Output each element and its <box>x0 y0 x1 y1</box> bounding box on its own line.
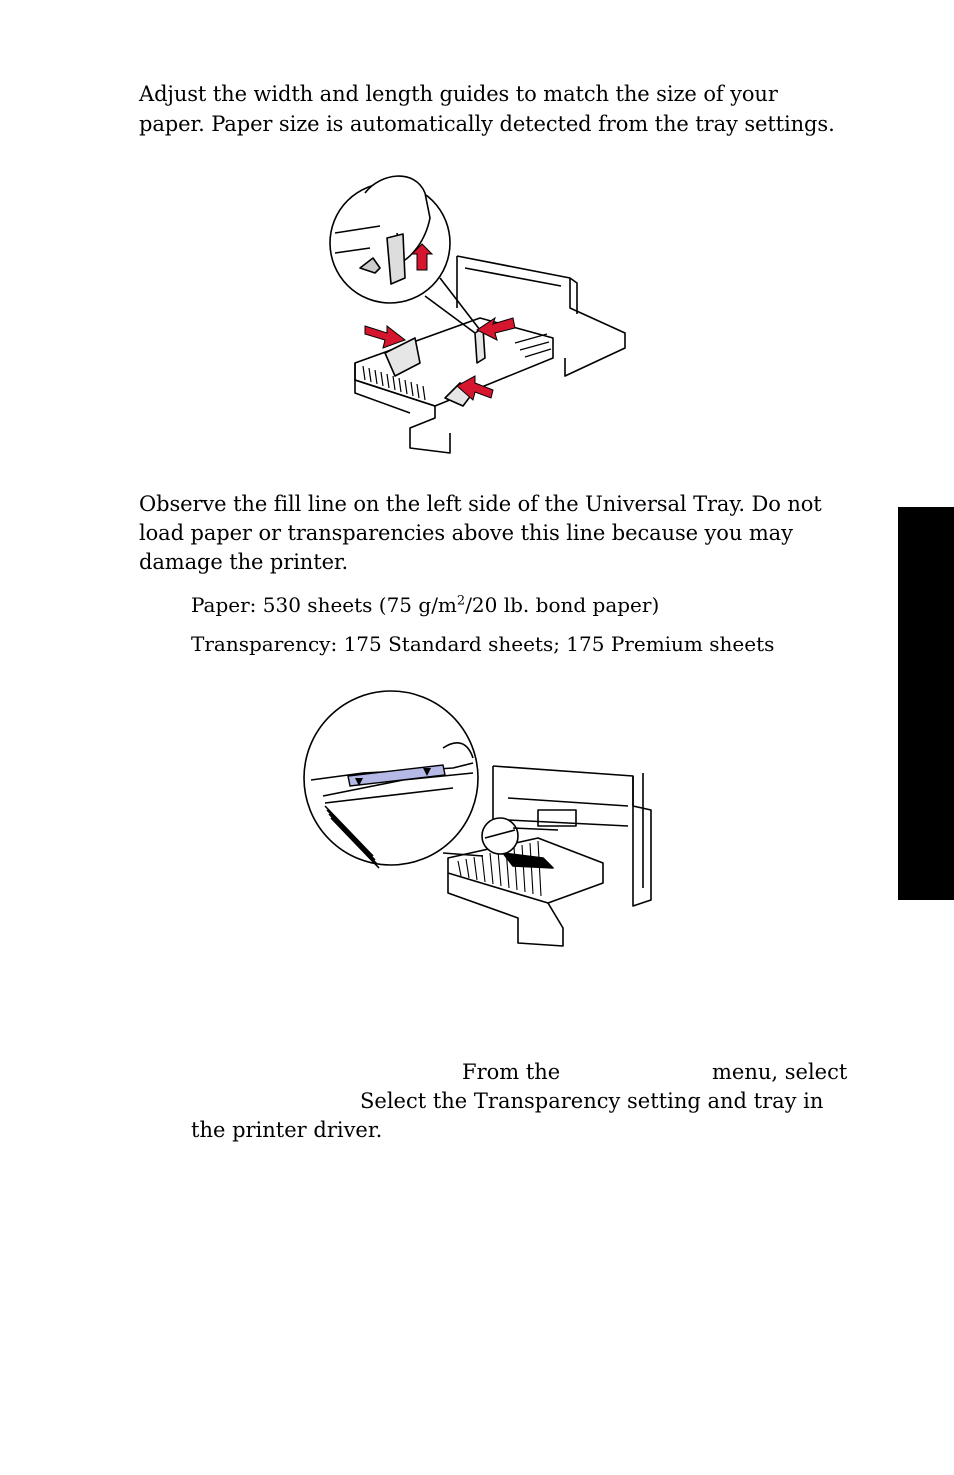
fill-line-illustration <box>303 688 658 953</box>
fill-line-instruction-line-2: load paper or transparencies above this line because you may <box>139 521 793 545</box>
fill-line-instruction-line-1: Observe the fill line on the left side of the Universal Tray. Do not <box>139 492 822 516</box>
tray-guides-illustration <box>325 158 635 458</box>
guides-instruction-line-2: paper. Paper size is automatically detected from the tray settings. <box>139 112 835 136</box>
from-the-text: From the <box>462 1060 561 1084</box>
chapter-side-tab <box>898 507 954 900</box>
menu-select-text: menu, select <box>712 1060 848 1084</box>
select-transparency-text: Select the Transparency setting and tray in <box>360 1089 824 1113</box>
fill-line-instruction-line-3: damage the printer. <box>139 550 349 574</box>
transparency-capacity: Transparency: 175 Standard sheets; 175 Premium sheets <box>191 632 775 656</box>
paper-capacity: Paper: 530 sheets (75 $g/m^2/20$ lb. bond paper) <box>191 593 660 617</box>
printer-driver-text: the printer driver. <box>191 1118 383 1142</box>
guides-instruction-line-1: Adjust the width and length guides to match the size of your <box>139 82 778 106</box>
